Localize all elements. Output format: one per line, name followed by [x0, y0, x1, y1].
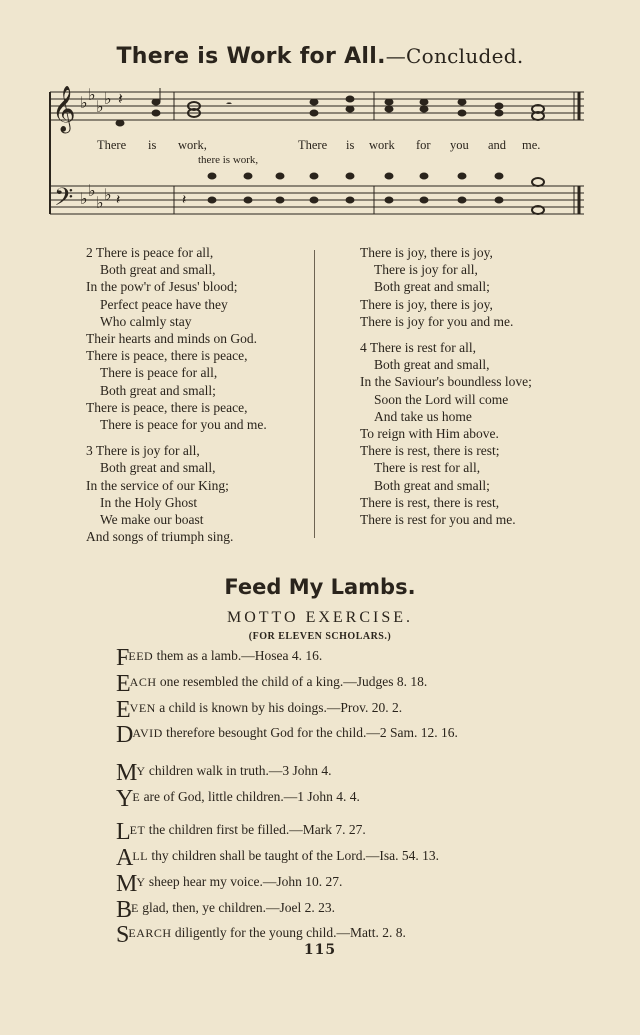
motto-word: Y — [136, 764, 146, 778]
treble-clef-icon: 𝄞 — [52, 86, 76, 132]
motto-word: ACH — [129, 675, 157, 689]
svg-text:𝄽: 𝄽 — [116, 192, 121, 208]
lyric-word: work, — [178, 138, 207, 152]
motto-word: Y — [136, 875, 146, 889]
lyric-word: me. — [522, 138, 541, 152]
motto-text: children walk in truth.—3 John 4. — [145, 763, 332, 778]
verse-line: Both great and small, — [100, 460, 216, 476]
motto-initial: E — [116, 671, 130, 697]
motto-text: are of God, little children.—1 John 4. 4. — [140, 789, 360, 804]
verse-line: In the Holy Ghost — [100, 494, 198, 510]
svg-text:𝄼: 𝄼 — [226, 95, 233, 114]
motto-word: VEN — [129, 701, 156, 715]
lyric-word: is — [148, 138, 157, 152]
motto-word: EED — [128, 649, 154, 663]
hymn-title-subtitle: —Concluded. — [385, 44, 524, 68]
verse-line: 3 There is joy for all, — [86, 443, 200, 459]
verse-line: In the pow'r of Jesus' blood; — [86, 279, 238, 295]
svg-text:𝄽: 𝄽 — [182, 192, 187, 208]
lyric-bass-echo: there is work, — [198, 154, 259, 166]
motto-initial: S — [116, 922, 129, 948]
verse-line: And songs of triumph sing. — [86, 529, 234, 545]
verse-line: Who calmly stay — [100, 313, 192, 329]
verse-line: There is rest for all, — [374, 460, 481, 476]
motto-word: LL — [132, 849, 149, 863]
motto-word: E — [132, 790, 141, 804]
verse-line: Both great and small; — [374, 279, 490, 295]
verse-line: Both great and small; — [374, 477, 490, 493]
svg-text:♭: ♭ — [96, 193, 104, 212]
motto-initial: F — [116, 645, 129, 671]
verse-line: There is peace, there is peace, — [86, 399, 248, 415]
motto-text: one resembled the child of a king.—Judges 8. 18. — [156, 674, 428, 689]
motto-initial: M — [116, 871, 137, 897]
hymn-title-main: There is Work for All. — [116, 44, 386, 69]
exercise-note: (FOR ELEVEN SCHOLARS.) — [248, 631, 392, 642]
lyric-word: and — [488, 138, 507, 152]
motto-line — [116, 760, 332, 786]
motto-text: sheep hear my voice.—John 10. 27. — [145, 874, 343, 889]
svg-text:♭: ♭ — [88, 181, 96, 200]
motto-initial: B — [116, 897, 132, 923]
verse-line: There is rest for you and me. — [360, 512, 516, 528]
verse-line: There is peace, there is peace, — [86, 348, 248, 364]
verse-line: And take us home — [374, 408, 472, 424]
verse-line: There is rest, there is rest, — [360, 494, 500, 510]
lyric-word: is — [346, 138, 355, 152]
motto-line — [116, 871, 343, 897]
motto-text: diligently for the young child.—Matt. 2. 8. — [171, 925, 406, 940]
motto-word: EARCH — [128, 926, 172, 940]
verse-line: There is peace for all, — [100, 365, 218, 381]
svg-text:♭: ♭ — [80, 93, 88, 112]
verse-line: There is joy for all, — [374, 262, 478, 278]
verse-line: 4 There is rest for all, — [360, 340, 476, 356]
motto-text: therefore besought God for the child.—2 Sam. 12. 16. — [162, 725, 458, 740]
verse-line: There is joy, there is joy, — [360, 296, 493, 312]
verse-line: In the Saviour's boundless love; — [360, 374, 532, 390]
verse-line: 2 There is peace for all, — [86, 245, 214, 260]
motto-line — [116, 671, 428, 697]
motto-initial: A — [116, 845, 133, 871]
motto-initial: E — [116, 697, 130, 723]
motto-line — [116, 819, 366, 845]
stanza-gap — [86, 433, 267, 442]
motto-word: ET — [129, 823, 146, 837]
verse-line: There is rest, there is rest; — [360, 443, 500, 459]
verse-line: Soon the Lord will come — [374, 391, 509, 407]
bass-clef-icon: 𝄢 — [54, 183, 74, 218]
verse-line: Both great and small; — [100, 382, 216, 398]
verse-line: Both great and small, — [100, 262, 216, 278]
motto-initial: Y — [116, 786, 133, 812]
stanza-gap — [360, 330, 532, 339]
verse-line: There is peace for you and me. — [100, 417, 267, 433]
verse-line: We make our boast — [100, 512, 204, 528]
verse-line: There is joy, there is joy, — [360, 245, 493, 260]
column-divider — [314, 250, 315, 538]
motto-word: E — [131, 901, 139, 915]
svg-text:♭: ♭ — [88, 85, 96, 104]
lyric-word: for — [416, 138, 431, 152]
verses-right-column — [360, 244, 532, 528]
motto-line — [116, 845, 439, 871]
svg-text:♭: ♭ — [104, 185, 112, 204]
motto-line — [116, 786, 360, 812]
exercise-title: Feed My Lambs. — [224, 575, 416, 599]
verse-line: Both great and small, — [374, 357, 490, 373]
svg-text:♭: ♭ — [80, 189, 88, 208]
lyric-word: work — [369, 138, 395, 152]
motto-line — [116, 722, 458, 748]
svg-text:♭: ♭ — [104, 89, 112, 108]
lyric-word: There — [298, 138, 328, 152]
motto-text: the children first be filled.—Mark 7. 27. — [145, 822, 366, 837]
motto-text: a child is known by his doings.—Prov. 20. 2. — [155, 700, 403, 715]
motto-text: glad, then, ye children.—Joel 2. 23. — [138, 900, 335, 915]
motto-initial: M — [116, 760, 137, 786]
verse-line: To reign with Him above. — [360, 426, 499, 442]
motto-text: thy children shall be taught of the Lord.—Isa. 54. 13. — [148, 848, 439, 863]
motto-word: AVID — [132, 726, 163, 740]
svg-text:𝄽: 𝄽 — [118, 89, 123, 108]
motto-line — [116, 897, 335, 923]
verses-left-column — [86, 244, 267, 545]
motto-text: them as a lamb.—Hosea 4. 16. — [153, 648, 323, 663]
motto-line — [116, 645, 323, 671]
motto-line — [116, 697, 403, 723]
music-score — [44, 82, 589, 224]
verse-line: Perfect peace have they — [100, 296, 228, 312]
svg-text:♭: ♭ — [96, 97, 104, 116]
lyric-word: you — [450, 138, 469, 152]
lyric-word: There — [97, 138, 127, 152]
exercise-subtitle: MOTTO EXERCISE. — [226, 609, 414, 626]
motto-initial: L — [116, 819, 130, 845]
page-number: 115 — [303, 942, 337, 958]
hymn-title — [0, 44, 640, 69]
motto-initial: D — [116, 722, 133, 748]
verse-line: Their hearts and minds on God. — [86, 331, 257, 347]
verse-line: There is joy for you and me. — [360, 313, 514, 329]
verse-line: In the service of our King; — [86, 477, 229, 493]
